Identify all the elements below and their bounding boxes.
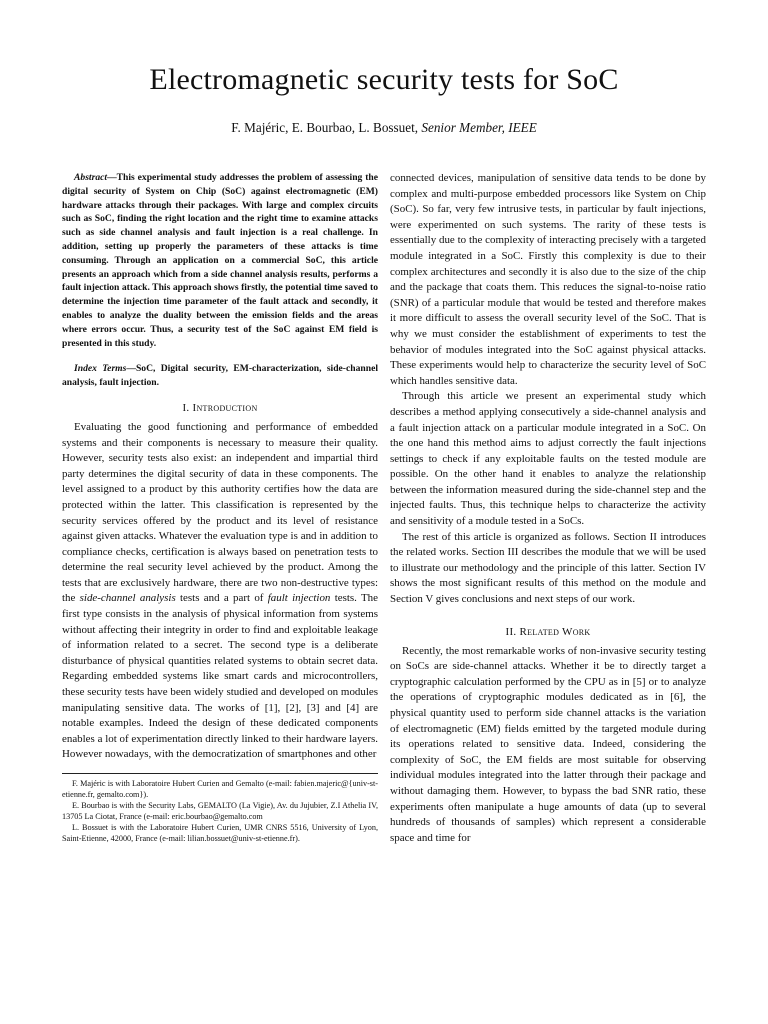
footnotes xyxy=(62,778,378,844)
author-names: F. Majéric, E. Bourbao, L. Bossuet, xyxy=(231,120,419,135)
intro-term-fault-injection: fault injection xyxy=(267,592,331,605)
intro-continuation: connected devices, manipulation of sensitive data tends to be done by complex and multi-purpose embedded processors like System on Chip (SoC). So far, very few intrusive tests, in particular by fault injections, were experimented on such systems. The rarity of these tests is essentially due to the complexity of interacting precisely with a targeted module integrated in a SoC. Firstly this complexity is due to their complex architectures and secondly it is also due to the size of the chip and the package that coats them. This reduces the signal-to-noise ratio (SNR) of a particular module that would be tested and therefore makes it more difficult to assess the overall security level of the SoC. That is why we must consider the establishment of experiments to test the behavior of modules integrated into the SoC against physical attacks. These experiments would help to characterize the security level of SoC which handles sensitive data. xyxy=(390,172,706,387)
intro-text-a: Evaluating the good functioning and performance of embedded systems and their components is necessary to measure their quality. However, security tests also exist: an independent and impartial third party determines the digital security of data in these components. The level assigned to a product by this authority certifies how the data are protected within the latter. This classification is represented by the security services offered by the product and its level of resistance against given attacks. Whatever the evaluation type is and in addition to compliance checks, certification is always based on penetration tests to determine the real security level achieved by the product. Among the tests that are exclusively hardware, there are two non-destructive types: the xyxy=(62,420,378,605)
footnote-divider xyxy=(62,773,378,774)
intro-text-b: tests and a part of xyxy=(175,592,268,605)
section-heading-introduction xyxy=(62,400,378,416)
section-number: II. xyxy=(505,625,517,638)
index-terms-text: —SoC, Digital security, EM-characterization, side-channel analysis, fault injection. xyxy=(62,363,378,389)
section-heading-related-work xyxy=(390,624,706,640)
section-title: Related Work xyxy=(519,625,591,638)
section-title: Introduction xyxy=(192,401,258,414)
index-terms xyxy=(62,362,378,390)
author-role: Senior Member, IEEE xyxy=(421,120,537,135)
footnote-bossuet: L. Bossuet is with the Laboratoire Hubert Curien, UMR CNRS 5516, University of Lyon, Saint-Etienne, 42000, France (e-mail: lilian.bossuet@univ-st-etienne.fr). xyxy=(62,823,378,844)
intro-method-paragraph: Through this article we present an experimental study which describes a method applying consecutively a side-channel analysis and a fault injection attack on a particular module integrated in a SoC. On the one hand this method aims to adjust correctly the fault injections settings to check if any exploitable faults on the tested module are possible. On the other hand it enables to analyze the relationship between the information measured during the side-channel step and the injected faults. Thus, this technique helps to characterize the activity and sensitivity of a module tested in a SoCs. xyxy=(390,390,706,528)
abstract-text: —This experimental study addresses the problem of assessing the digital security of System on Chip (SoC) against electromagnetic (EM) hardware attacks through their packages. With large and complex circuits such as SoC, finding the right location and the right time to examine attacks such as side channel analysis and fault injection is a real challenge. In addition, setting up properly the parameters of these attacks is time consuming. Through an application on a commercial SoC, this article presents an approach which from a side channel analysis results, performs a fault injection attack. This approach shows firstly, the potential time saved to determine the injection time parameter of the fault attack and secondly, it enables to analyze the duality between the emission fields and the areas where errors occur. Thus, a security test of the SoC against EM field is presented in this study. xyxy=(62,172,378,349)
right-column xyxy=(390,171,706,846)
paper-title: Electromagnetic security tests for SoC xyxy=(149,63,619,96)
section-number: I. xyxy=(182,401,190,414)
intro-term-side-channel: side-channel analysis xyxy=(79,592,176,605)
left-column xyxy=(62,171,378,844)
intro-paragraph xyxy=(62,420,378,763)
index-terms-label: Index Terms xyxy=(74,363,127,375)
intro-outline-paragraph: The rest of this article is organized as follows. Section II introduces the related works. Section III describes the module that we will be used to illustrate our methodology and the principle of this latter. Section IV shows the most significant results of this method on the module and Section V gives conclusions and next steps of our work. xyxy=(390,530,706,606)
related-work-paragraph: Recently, the most remarkable works of non-invasive security testing on SoCs are side-channel attacks. Whether it be to directly target a cryptographic calculation performed by the CPU as in [5] or to analyze the operations of cryptographic modules dedicated as in [6], the physical quantity used to perform side channel attacks is the variation of electromagnetic (EM) fields emitted by the targeted module during its operations related to sensitive data. Indeed, considering the complexity of SoC, the EM fields are most suitable for observing individual modules integrated into the latter through their package and without damaging them. However, to bypass the bad SNR ratio, these experiments often manipulate a huge amounts of data (up to several hundreds of thousands of samples) which represent a considerable space and time for xyxy=(390,644,706,844)
abstract xyxy=(62,171,378,350)
author-line xyxy=(0,120,768,136)
footnote-majeric: F. Majéric is with Laboratoire Hubert Curien and Gemalto (e-mail: fabien.majeric@{univ-st-etienne.fr, gemalto.com}). xyxy=(62,779,378,800)
intro-text-c: tests. The first type consists in the analysis of physical information from systems without affecting their integrity in order to find and exploitable leakage of information related to a secret. The second type is a deliberate disturbance of physical quantities related systems to obtain secret data. Regarding embedded systems like smart cards and microcontrollers, these security tests have been widely studied and developed on modules manipulating sensitive data. The works of [1], [2], [3] and [4] are notable examples. Indeed the design of these dedicated components enables a lot of experimentation directly linked to their hardware layers. However nowadays, with the democratization of smartphones and other xyxy=(62,592,378,761)
footnote-bourbao: E. Bourbao is with the Security Labs, GEMALTO (La Vigie), Av. du Jujubier, Z.I Athelia IV, 13705 La Ciotat, France (e-mail: eric.bourbao@gemalto.com xyxy=(62,801,378,822)
abstract-label: Abstract xyxy=(74,172,108,183)
